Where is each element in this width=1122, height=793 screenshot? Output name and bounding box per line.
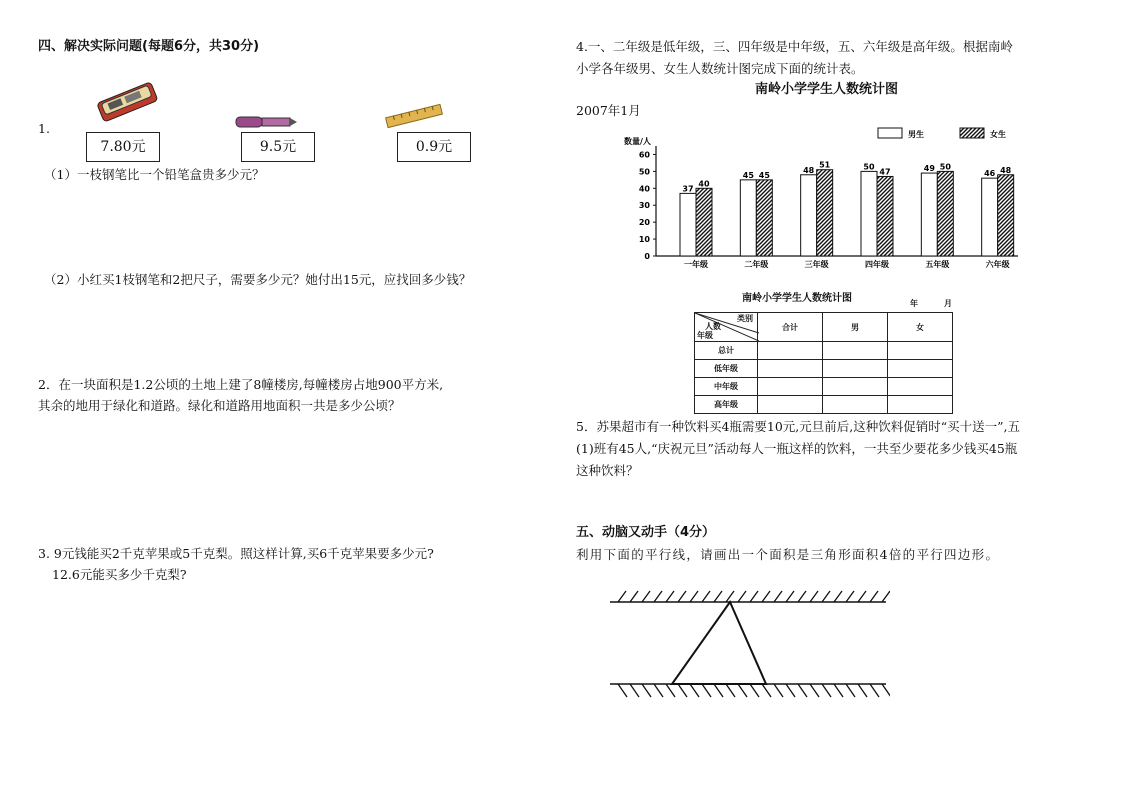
bar xyxy=(740,180,756,256)
bar xyxy=(937,171,953,256)
corner-label-count: 人数 xyxy=(705,322,721,331)
bar xyxy=(877,176,893,256)
answer-cell[interactable] xyxy=(888,360,953,378)
hatch-mark xyxy=(822,591,830,602)
ruler-icon xyxy=(384,104,444,128)
row-label: 总计 xyxy=(695,342,758,360)
question-5-line-3: 这种饮料？ xyxy=(576,463,639,478)
hatch-mark xyxy=(630,591,638,602)
hatch-mark xyxy=(858,684,867,697)
hatch-mark xyxy=(786,684,795,697)
bar xyxy=(998,175,1014,256)
answer-cell[interactable] xyxy=(758,360,823,378)
chart-title: 南岭小学学生人数统计图 xyxy=(755,82,899,97)
bar xyxy=(817,170,833,256)
table-header-total: 合计 xyxy=(758,313,823,342)
price-box-ruler: 0.9元 xyxy=(397,132,471,162)
hatch-mark xyxy=(750,684,759,697)
hatch-mark xyxy=(618,591,626,602)
hatch-mark xyxy=(690,684,699,697)
table-row xyxy=(695,360,953,378)
hatch-mark xyxy=(714,684,723,697)
x-tick-label: 一年级 xyxy=(684,260,708,269)
bar xyxy=(756,180,772,256)
y-tick-label: 50 xyxy=(638,167,650,177)
bar-value-label: 49 xyxy=(923,164,935,174)
bar-value-label: 51 xyxy=(819,160,831,170)
row-label: 低年级 xyxy=(695,360,758,378)
legend-label: 男生 xyxy=(908,130,924,139)
hatch-mark xyxy=(702,591,710,602)
bar-value-label: 40 xyxy=(698,179,710,189)
corner-label-category: 类别 xyxy=(737,314,753,323)
question-4-line-2: 小学各年级男、女生人数统计图完成下面的统计表。 xyxy=(576,61,864,76)
price-box-pencil-case: 7.80元 xyxy=(86,132,160,162)
hatch-mark xyxy=(810,684,819,697)
hatch-mark xyxy=(822,684,831,697)
table-row xyxy=(695,378,953,396)
legend-swatch xyxy=(878,128,902,138)
question-2-line-2: 其余的地用于绿化和道路。绿化和道路用地面积一共是多少公顷？ xyxy=(38,398,401,413)
table-row xyxy=(695,396,953,414)
row-label: 中年级 xyxy=(695,378,758,396)
bar-value-label: 47 xyxy=(879,167,891,177)
hatch-mark xyxy=(666,684,675,697)
y-tick-label: 40 xyxy=(638,184,650,194)
answer-cell[interactable] xyxy=(758,396,823,414)
hatch-mark xyxy=(858,591,866,602)
table-row xyxy=(695,342,953,360)
bar xyxy=(801,175,817,256)
parallel-lines-triangle-figure xyxy=(606,586,890,702)
corner-label-grade: 年级 xyxy=(697,331,713,340)
hatch-mark xyxy=(774,684,783,697)
hatch-mark xyxy=(618,684,627,697)
bar xyxy=(982,178,998,256)
hatch-mark xyxy=(762,591,770,602)
y-tick-label: 20 xyxy=(638,218,650,228)
table-header-boys: 男 xyxy=(823,313,888,342)
bar-value-label: 45 xyxy=(758,170,770,180)
chart-date: 2007年1月 xyxy=(576,103,641,118)
bar xyxy=(680,193,696,256)
hatch-mark xyxy=(642,591,650,602)
x-tick-label: 三年级 xyxy=(804,260,829,269)
hatch-mark xyxy=(882,684,890,697)
hatch-mark xyxy=(774,591,782,602)
section5-text: 利用下面的平行线，请画出一个面积是三角形面积4倍的平行四边形。 xyxy=(576,547,1000,562)
question-1-number: 1. xyxy=(38,121,50,136)
answer-cell[interactable] xyxy=(823,396,888,414)
student-count-bar-chart xyxy=(622,122,1028,272)
hatch-mark xyxy=(834,591,842,602)
hatch-mark xyxy=(666,591,674,602)
table-header-girls: 女 xyxy=(888,313,953,342)
answer-cell[interactable] xyxy=(758,342,823,360)
legend-label: 女生 xyxy=(990,130,1006,139)
hatch-mark xyxy=(750,591,758,602)
table-title: 南岭小学学生人数统计图 xyxy=(742,293,852,304)
question-5-line-1: 5．苏果超市有一种饮料买4瓶需要10元,元旦前后,这种饮料促销时“买十送一”,五 xyxy=(576,419,1021,434)
bar xyxy=(861,171,877,256)
hatch-mark xyxy=(738,591,746,602)
hatch-mark xyxy=(870,684,879,697)
legend-swatch xyxy=(960,128,984,138)
statistics-table xyxy=(694,312,953,414)
question-4-line-1: 4.一、二年级是低年级，三、四年级是中年级，五、六年级是高年级。根据南岭 xyxy=(576,39,1013,54)
price-box-pen: 9.5元 xyxy=(241,132,315,162)
bar xyxy=(696,188,712,256)
table-date-month: 月 xyxy=(944,298,952,308)
hatch-mark xyxy=(714,591,722,602)
section5-title: 五、动脑又动手（4分） xyxy=(576,525,716,540)
section4-title: 四、解决实际问题(每题6分，共30分) xyxy=(38,39,260,54)
hatch-mark xyxy=(786,591,794,602)
hatch-mark xyxy=(798,591,806,602)
bar-value-label: 46 xyxy=(984,169,996,179)
bar-value-label: 37 xyxy=(682,184,694,194)
hatch-mark xyxy=(630,684,639,697)
answer-cell[interactable] xyxy=(758,378,823,396)
hatch-mark xyxy=(738,684,747,697)
bar-value-label: 50 xyxy=(939,162,951,172)
row-label: 高年级 xyxy=(695,396,758,414)
answer-cell[interactable] xyxy=(823,360,888,378)
hatch-mark xyxy=(846,684,855,697)
hatch-mark xyxy=(642,684,651,697)
hatch-mark xyxy=(678,591,686,602)
top-line-hatching xyxy=(618,591,890,602)
hatch-mark xyxy=(762,684,771,697)
y-axis-label: 数量/人 xyxy=(624,137,651,146)
hatch-mark xyxy=(654,684,663,697)
hatch-mark xyxy=(810,591,818,602)
pencil-case-icon xyxy=(94,80,160,122)
hatch-mark xyxy=(678,684,687,697)
hatch-mark xyxy=(846,591,854,602)
hatch-mark xyxy=(870,591,878,602)
bar xyxy=(921,173,937,256)
question-5-line-2: (1)班有45人,“庆祝元旦”活动每人一瓶这样的饮料，一共至少要花多少钱买45瓶 xyxy=(576,441,1018,456)
hatch-mark xyxy=(882,591,890,602)
x-tick-label: 五年级 xyxy=(925,260,950,269)
y-tick-label: 0 xyxy=(644,252,650,261)
hatch-mark xyxy=(690,591,698,602)
answer-cell[interactable] xyxy=(823,342,888,360)
pen-icon xyxy=(232,112,298,132)
bar-value-label: 45 xyxy=(742,170,754,180)
triangle xyxy=(672,602,766,684)
hatch-mark xyxy=(654,591,662,602)
answer-cell[interactable] xyxy=(888,342,953,360)
x-tick-label: 二年级 xyxy=(744,260,769,269)
question-1-sub-2: （2）小红买1枝钢笔和2把尺子，需要多少元？她付出15元，应找回多少钱？ xyxy=(44,272,472,287)
y-tick-label: 10 xyxy=(638,235,650,245)
answer-cell[interactable] xyxy=(888,396,953,414)
bar-value-label: 50 xyxy=(863,162,875,172)
table-corner-cell xyxy=(695,313,758,342)
x-tick-label: 六年级 xyxy=(985,260,1010,269)
question-3-line-1: 3. 9元钱能买2千克苹果或5千克梨。照这样计算,买6千克苹果要多少元? xyxy=(38,546,434,561)
table-date-year: 年 xyxy=(910,298,918,308)
answer-cell[interactable] xyxy=(888,378,953,396)
answer-cell[interactable] xyxy=(823,378,888,396)
y-tick-label: 30 xyxy=(638,201,650,211)
hatch-mark xyxy=(726,684,735,697)
y-tick-label: 60 xyxy=(638,150,650,160)
question-1-sub-1: （1）一枝钢笔比一个铅笔盒贵多少元？ xyxy=(44,167,265,182)
question-2-line-1: 2．在一块面积是1.2公顷的土地上建了8幢楼房,每幢楼房占地900平方米, xyxy=(38,377,444,392)
x-tick-label: 四年级 xyxy=(865,260,889,269)
bar-value-label: 48 xyxy=(1000,165,1012,175)
hatch-mark xyxy=(702,684,711,697)
question-3-line-2: 12.6元能买多少千克梨? xyxy=(52,567,187,582)
hatch-mark xyxy=(798,684,807,697)
hatch-mark xyxy=(834,684,843,697)
bar-value-label: 48 xyxy=(803,165,815,175)
bottom-line-hatching xyxy=(618,684,890,697)
